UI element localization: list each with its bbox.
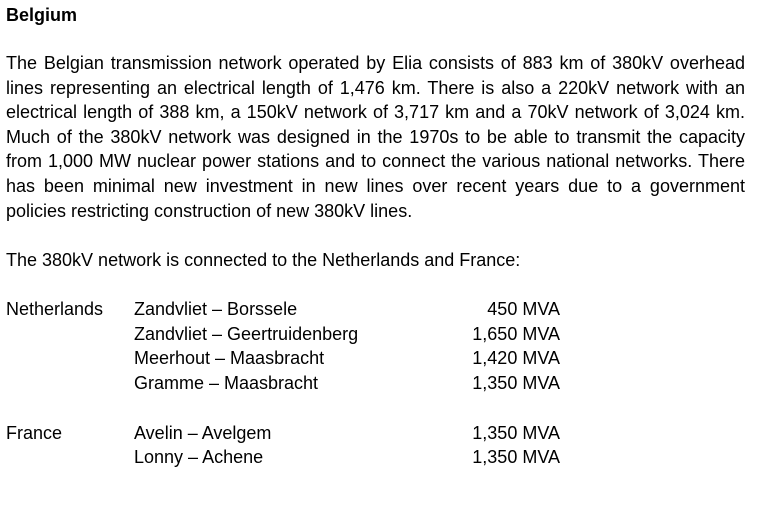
table-row: [6, 322, 560, 347]
country-cell: [6, 371, 134, 396]
country-cell: Netherlands: [6, 299, 104, 320]
table-row: [6, 297, 560, 322]
route-cell: Zandvliet – Borssele: [134, 299, 298, 320]
capacity-cell: 1,420 MVA: [472, 348, 560, 369]
route-cell: Avelin – Avelgem: [134, 422, 272, 443]
interconnection-table: [6, 297, 560, 470]
spacer-row: [6, 396, 560, 421]
capacity-cell: 1,350 MVA: [472, 372, 560, 393]
section-title: Belgium: [6, 5, 78, 25]
capacity-cell: 1,650 MVA: [472, 323, 560, 344]
route-cell: Lonny – Achene: [134, 447, 264, 468]
body-paragraph: The Belgian transmission network operated by Elia consists of 883 km of 380kV overhead lines representing an electrical length of 1,476 km. There is also a 220kV network with an electrical length of 388 km, a 150kV network of 3,717 km and a 70kV network of 3,024 km. Much of the 380kV network was designed in the 1970s to be able to transmit the capacity from 1,000 MW nuclear power stations and to connect the various national networks. There has been minimal new investment in new lines over recent years due to a government policies restricting construction of new 380kV lines.: [6, 53, 745, 221]
route-cell: Meerhout – Maasbracht: [134, 348, 325, 369]
country-cell: [6, 346, 134, 371]
country-cell: [6, 445, 134, 470]
capacity-cell: 450 MVA: [487, 299, 560, 320]
country-cell: [6, 322, 134, 347]
table-row: [6, 346, 560, 371]
capacity-cell: 1,350 MVA: [472, 447, 560, 468]
table-row: [6, 421, 560, 446]
route-cell: Zandvliet – Geertruidenberg: [134, 323, 359, 344]
table-row: [6, 445, 560, 470]
table-row: [6, 371, 560, 396]
intro-sentence: The 380kV network is connected to the Netherlands and France:: [6, 250, 521, 271]
capacity-cell: 1,350 MVA: [472, 422, 560, 443]
route-cell: Gramme – Maasbracht: [134, 372, 319, 393]
country-cell: France: [6, 422, 63, 443]
